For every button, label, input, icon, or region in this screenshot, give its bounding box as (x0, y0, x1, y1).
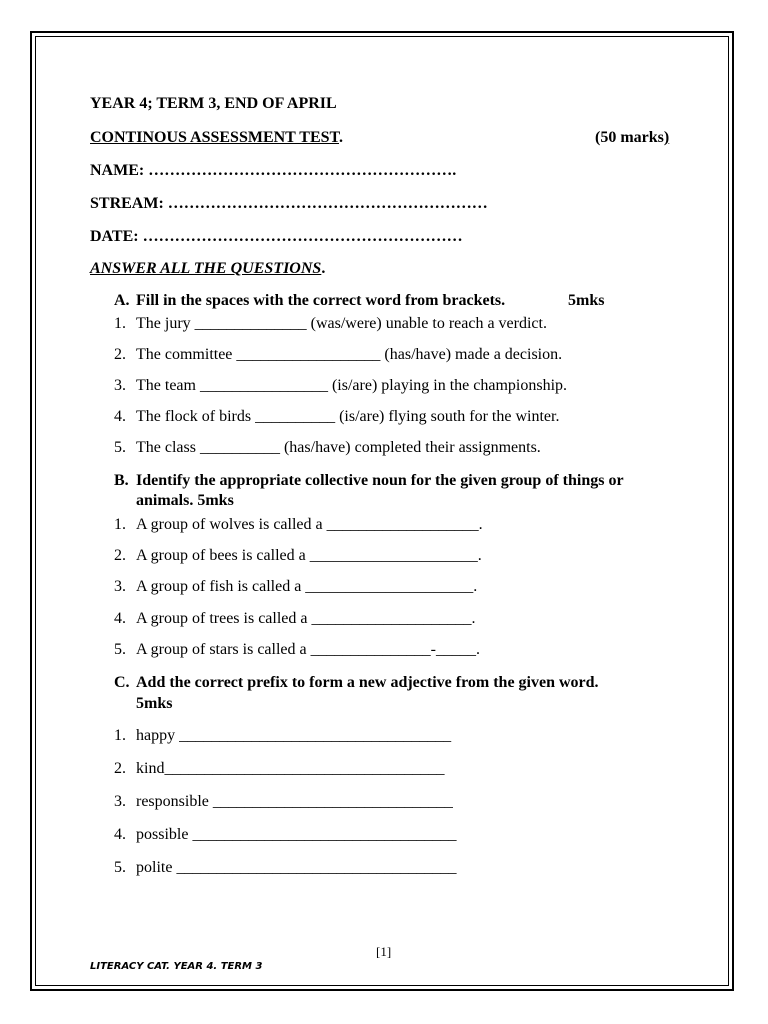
instruction-text: ANSWER ALL THE QUESTIONS (90, 260, 322, 277)
total-marks-text: (50 marks (595, 129, 664, 146)
test-title (90, 128, 343, 148)
instruction-period: . (321, 260, 326, 277)
section-a-item-1-number: 1. (114, 315, 126, 332)
section-c-item-3: responsible ______________________________ (136, 793, 453, 810)
section-a-item-2: The committee __________________ (has/have) made a decision. (136, 346, 563, 363)
section-c-item-2-number: 2. (114, 760, 126, 777)
total-marks (595, 128, 669, 148)
section-a-item-2-number: 2. (114, 346, 126, 363)
section-a-heading: Fill in the spaces with the correct word from brackets. (136, 292, 506, 309)
section-c-item-1: happy __________________________________ (136, 727, 452, 744)
section-b-letter: B. (114, 472, 129, 489)
section-a-item-1: The jury ______________ (was/were) unable to reach a verdict. (136, 315, 547, 332)
section-b-heading-line-1: Identify the appropriate collective noun for the given group of things or (136, 472, 624, 489)
header-year-term: YEAR 4; TERM 3, END OF APRIL (90, 95, 337, 112)
section-c-heading-line-1: Add the correct prefix to form a new adjective from the given word. (136, 674, 599, 691)
total-marks-close: ) (663, 129, 670, 146)
section-b-item-3-number: 3. (114, 578, 126, 595)
section-a-item-5: The class __________ (has/have) completed their assignments. (136, 439, 541, 456)
section-c-heading-line-2: 5mks (136, 695, 173, 712)
section-c-item-3-number: 3. (114, 793, 126, 810)
section-a-marks: 5mks (568, 292, 605, 309)
section-c-item-2: kind___________________________________ (136, 760, 445, 777)
section-b-item-1-number: 1. (114, 516, 126, 533)
stream-field: STREAM: …………………………………………………… (90, 195, 488, 212)
instruction (90, 259, 325, 279)
section-c-item-1-number: 1. (114, 727, 126, 744)
page-number: [1] (376, 944, 392, 959)
section-b-item-2-number: 2. (114, 547, 126, 564)
section-b-item-3: A group of fish is called a _____________________. (136, 578, 478, 595)
section-c-item-4-number: 4. (114, 826, 126, 843)
section-b-item-4-number: 4. (114, 610, 126, 627)
section-a-item-3-number: 3. (114, 377, 126, 394)
section-c-item-5-number: 5. (114, 859, 126, 876)
section-a-item-4: The flock of birds __________ (is/are) flying south for the winter. (136, 408, 560, 425)
name-field: NAME: …………………………………………………. (90, 162, 457, 179)
footer-label: LITERACY CAT. YEAR 4. TERM 3 (90, 961, 263, 972)
test-title-period: . (339, 129, 343, 146)
section-b-item-1: A group of wolves is called a ___________________. (136, 516, 483, 533)
section-a-item-3: The team ________________ (is/are) playing in the championship. (136, 377, 568, 394)
section-a-item-5-number: 5. (114, 439, 126, 456)
date-field: DATE: …………………………………………………… (90, 228, 463, 245)
section-b-item-2: A group of bees is called a _____________________. (136, 547, 482, 564)
section-b-item-5-number: 5. (114, 641, 126, 658)
test-title-text: CONTINOUS ASSESSMENT TEST (90, 129, 339, 146)
section-c-item-4: possible _________________________________ (136, 826, 457, 843)
section-b-heading-line-2: animals. 5mks (136, 492, 234, 509)
section-c-item-5: polite ___________________________________ (136, 859, 457, 876)
section-a-letter: A. (114, 292, 130, 309)
section-c-letter: C. (114, 674, 130, 691)
section-b-item-5: A group of stars is called a _______________-_____. (136, 641, 480, 658)
section-a-item-4-number: 4. (114, 408, 126, 425)
section-b-item-4: A group of trees is called a ____________________. (136, 610, 476, 627)
